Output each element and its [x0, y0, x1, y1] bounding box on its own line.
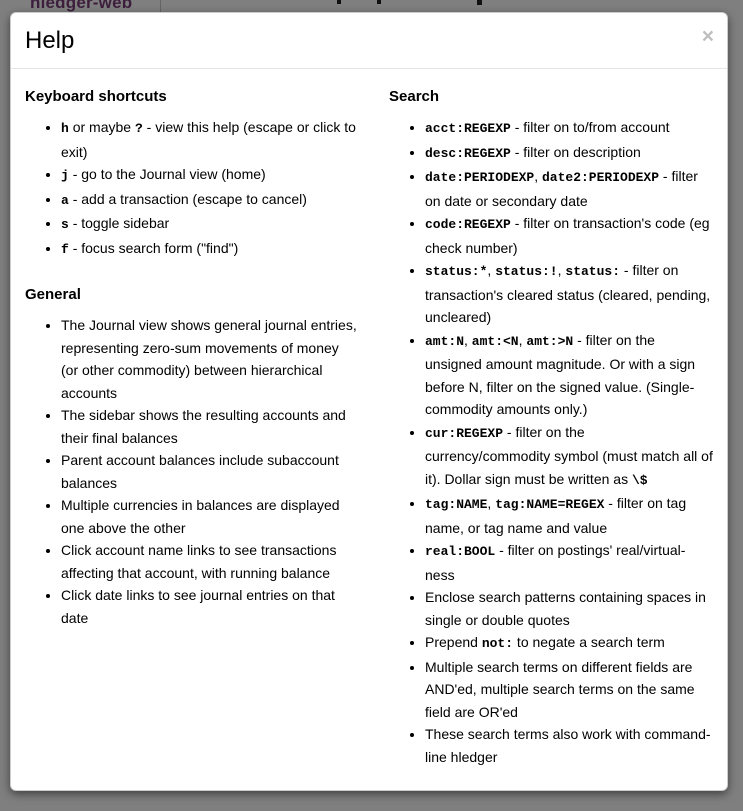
- list-item: • The Journal view shows general journal entries, representing zero-sum movements of money (or other commodity) between hierarchical accounts: [61, 314, 357, 404]
- list-item: • Enclose search patterns containing spaces in single or double quotes: [425, 586, 713, 631]
- list-item: • These search terms also work with command-line hledger: [425, 723, 713, 768]
- code-span: not:: [481, 636, 514, 651]
- list-item: • The sidebar shows the resulting accounts and their final balances: [61, 404, 357, 449]
- code-span: s: [61, 217, 69, 232]
- code-span: status:*: [425, 264, 488, 279]
- code-span: code:REGEXP: [425, 217, 511, 232]
- modal-title: Help: [25, 27, 75, 54]
- section-heading: Search: [389, 88, 440, 105]
- close-button[interactable]: [702, 26, 714, 47]
- help-list: [25, 116, 357, 261]
- code-span: a: [61, 192, 69, 208]
- code-span: tag:NAME: [425, 497, 488, 512]
- list-item: • h or maybe ? - view this help (escape or click to exit): [61, 116, 357, 163]
- list-item: • Click account name links to see transactions affecting that account, with running balance: [61, 539, 357, 584]
- section-heading: General: [25, 286, 81, 303]
- modal-body: [11, 69, 727, 791]
- list-item: • status:*, status:!, status: - filter on transaction's cleared status (cleared, pending, uncleared): [425, 259, 713, 329]
- code-span: date:PERIODEXP: [425, 170, 535, 185]
- section-heading: Keyboard shortcuts: [25, 88, 167, 105]
- code-span: \$: [631, 472, 648, 488]
- list-item: • s - toggle sidebar: [61, 212, 357, 237]
- left-column: [25, 83, 369, 778]
- code-span: ?: [134, 121, 143, 136]
- code-span: desc:REGEXP: [425, 145, 511, 161]
- code-span: status:!: [495, 264, 558, 279]
- list-item: • Multiple search terms on different fields are AND'ed, multiple search terms on the same field are OR'ed: [425, 656, 713, 724]
- list-item: • j - go to the Journal view (home): [61, 163, 357, 188]
- list-item: • real:BOOL - filter on postings' real/virtual-ness: [425, 539, 713, 586]
- code-span: date2:PERIODEXP: [542, 170, 660, 185]
- code-span: j: [61, 168, 69, 183]
- code-span: amt:>N: [526, 333, 574, 349]
- help-modal: [10, 12, 728, 791]
- list-item: • a - add a transaction (escape to cancel): [61, 188, 357, 213]
- list-item: • Click date links to see journal entries on that date: [61, 584, 357, 629]
- code-span: status:: [565, 264, 621, 279]
- code-span: real:BOOL: [425, 544, 496, 559]
- list-item: • code:REGEXP - filter on transaction's code (eg check number): [425, 212, 713, 259]
- list-item: • desc:REGEXP - filter on description: [425, 141, 713, 166]
- code-span: amt:N: [425, 333, 465, 349]
- close-icon: ×: [701, 25, 714, 48]
- code-span: acct:REGEXP: [425, 121, 511, 136]
- list-item: • f - focus search form ("find"): [61, 237, 357, 262]
- list-item: • date:PERIODEXP, date2:PERIODEXP - filter on date or secondary date: [425, 165, 713, 212]
- help-list: [25, 314, 357, 629]
- list-item: • Prepend not: to negate a search term: [425, 631, 713, 656]
- list-item: • Multiple currencies in balances are displayed one above the other: [61, 494, 357, 539]
- help-list: [389, 116, 713, 768]
- list-item: • Parent account balances include subaccount balances: [61, 449, 357, 494]
- code-span: tag:NAME=REGEX: [495, 497, 605, 512]
- list-item: • amt:N, amt:<N, amt:>N - filter on the unsigned amount magnitude. Or with a sign before N, filter on the signed value. (Single-commodity amounts only.): [425, 329, 713, 421]
- code-span: h: [61, 121, 69, 136]
- list-item: • acct:REGEXP - filter on to/from account: [425, 116, 713, 141]
- code-span: f: [61, 241, 69, 257]
- list-item: • cur:REGEXP - filter on the currency/commodity symbol (must match all of it). Dollar sign must be written as \$: [425, 421, 713, 493]
- list-item: • tag:NAME, tag:NAME=REGEX - filter on tag name, or tag name and value: [425, 492, 713, 539]
- right-column: [369, 83, 713, 778]
- code-span: cur:REGEXP: [425, 425, 504, 441]
- modal-header: [11, 13, 727, 69]
- code-span: amt:<N: [471, 333, 519, 349]
